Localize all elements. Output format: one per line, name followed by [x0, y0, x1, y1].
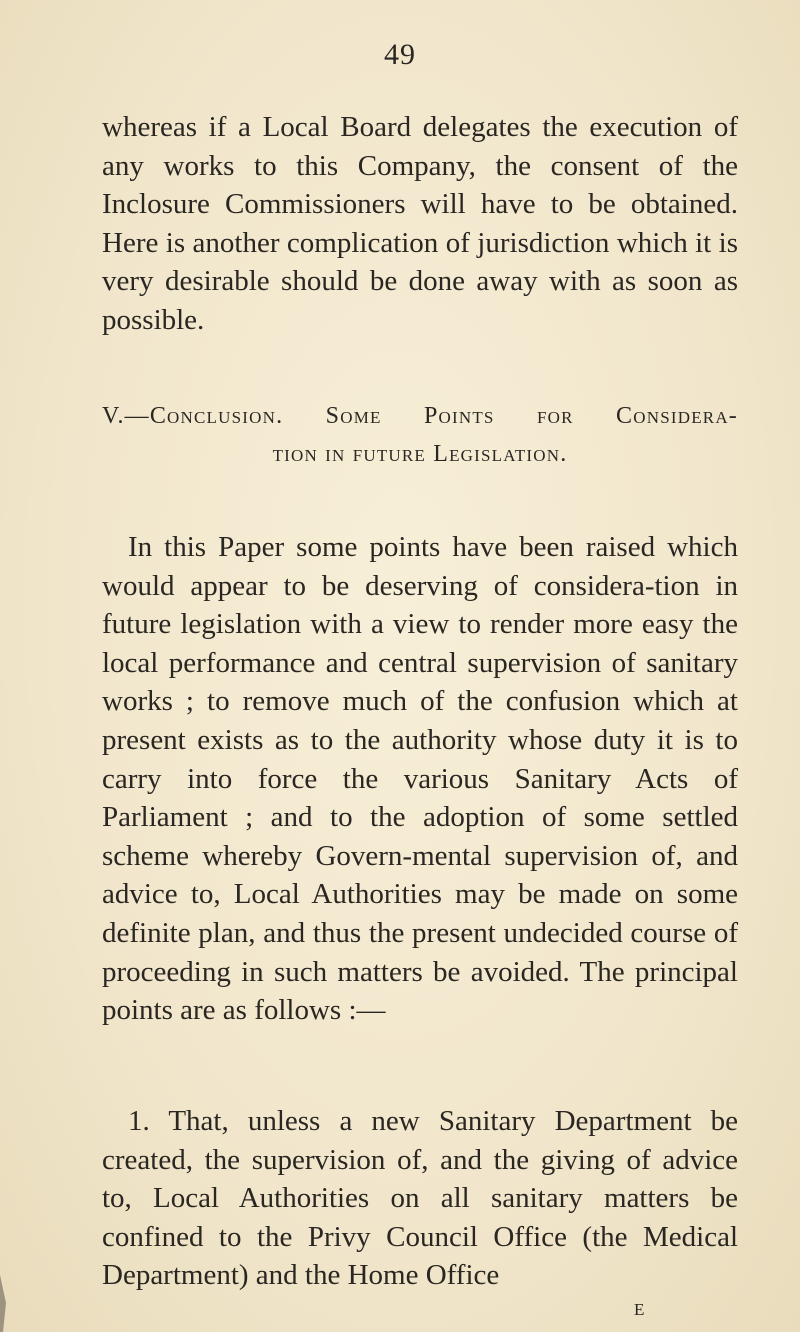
signature-mark: E — [634, 1300, 645, 1319]
section-heading — [102, 395, 738, 475]
paragraph-continuation: whereas if a Local Board delegates the execution of any works to this Company, the consent of the Inclosure Commissioners will have to be obtained. Here is another complication of jurisdiction which it is very desirable should be done away with as soon as possible. — [102, 111, 738, 336]
section-heading-line-1: V.—Conclusion. Some Points for Considera- — [102, 403, 738, 429]
section-heading-line-2: tion in future Legislation. — [272, 441, 568, 467]
paragraph-point-1: 1. That, unless a new Sanitary Department be created, the supervision of, and the giving of advice to, Local Authorities on all sanitary matters be confined to the Privy Council Office (the Medical Department) and the Home Office — [102, 1105, 738, 1292]
page-edge-mark — [0, 1275, 10, 1332]
page-number: 49 — [384, 38, 416, 71]
paragraph-introduction: In this Paper some points have been raised which would appear to be deserving of considera-tion in future legislation with a view to render more easy the local performance and central supervision of sanitary works ; to remove much of the confusion which at present exists as to the authority whose duty it is to carry into force the various Sanitary Acts of Parliament ; and to the adoption of some settled scheme whereby Govern-mental supervision of, and advice to, Local Authorities may be made on some definite plan, and thus the present undecided course of proceeding in such matters be avoided. The principal points are as follows :— — [102, 531, 738, 1027]
